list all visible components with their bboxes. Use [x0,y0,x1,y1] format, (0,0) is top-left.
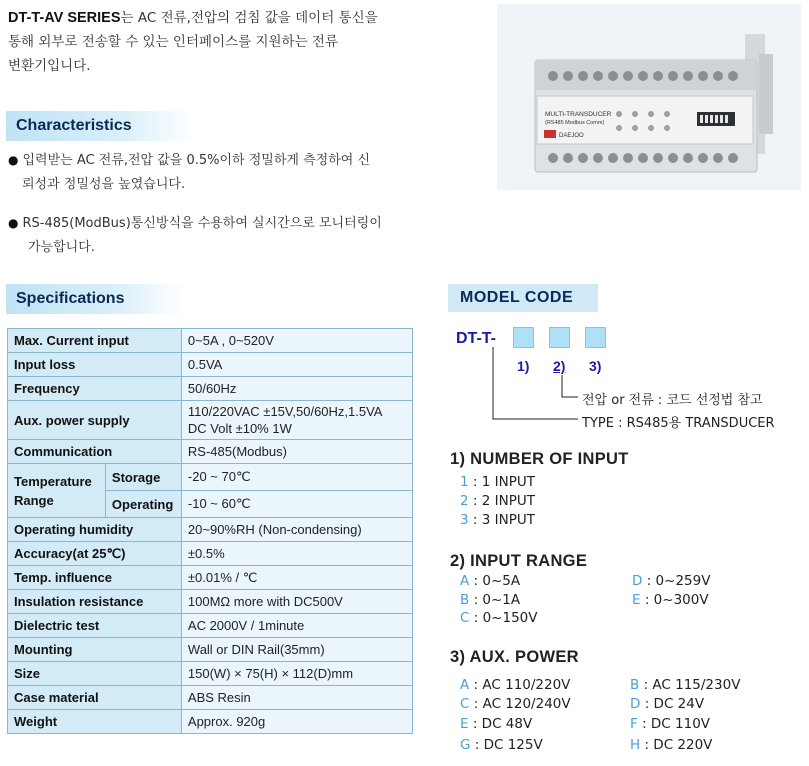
specifications-heading: Specifications [6,284,186,314]
input-range-heading: 2) INPUT RANGE [450,552,588,570]
series-name: DT-T-AV SERIES [8,10,121,26]
table-row: Size 150(W) × 75(H) × 112(D)mm [8,662,413,686]
list-item: 3 : 3 INPUT [460,512,535,528]
bullet-icon: ● [8,153,19,167]
code-index-2: 2) [553,358,566,374]
list-item: F : DC 110V [630,716,711,732]
list-item: D : DC 24V [630,696,705,712]
table-row: Accuracy(at 25℃) ±0.5% [8,542,413,566]
aux-power-heading: 3) AUX. POWER [450,648,579,666]
table-row: Dielectric test AC 2000V / 1minute [8,614,413,638]
intro-line-2: 통해 외부로 전송할 수 있는 인터페이스를 지원하는 전류 [8,34,338,50]
intro-paragraph [8,6,478,78]
number-of-input-heading: 1) NUMBER OF INPUT [450,450,629,468]
table-row: Max. Current input 0~5A , 0~520V [8,329,413,353]
list-item: C : 0~150V [460,610,538,626]
product-photo [497,4,801,190]
code-index-1: 1) [517,358,530,374]
bullet-icon: ● [8,216,19,230]
model-code-leader-lines [480,345,590,427]
list-item: E : 0~300V [632,592,709,608]
table-row: Communication RS-485(Modbus) [8,440,413,464]
svg-text:MULTI-TRANSDUCER: MULTI-TRANSDUCER [545,111,612,118]
svg-text:DAEJOO: DAEJOO [559,133,584,139]
intro-line-1: 는 AC 전류,전압의 검침 값을 데이터 통신을 [120,10,378,26]
table-row: Temp. influence ±0.01% / ℃ [8,566,413,590]
list-item: A : AC 110/220V [460,677,571,693]
table-row: Input loss 0.5VA [8,353,413,377]
model-code-type-note: TYPE : RS485용 TRANSDUCER [582,416,775,431]
code-index-3: 3) [589,358,602,374]
list-item: D : 0~259V [632,573,711,589]
table-row: Frequency 50/60Hz [8,377,413,401]
table-row: Aux. power supply 110/220VAC ±15V,50/60Hz,1.5VA DC Volt ±10% 1W [8,401,413,440]
list-item: E : DC 48V [460,716,533,732]
list-item: 2 : 2 INPUT [460,493,535,509]
list-item: A : 0~5A [460,573,521,589]
transducer-image [497,4,801,190]
table-row: Case material ABS Resin [8,686,413,710]
characteristic-item: ● RS-485(ModBus)통신방식을 수용하여 실시간으로 모니터링이 가능합니다. [8,216,382,255]
number-of-input-options [460,473,535,530]
intro-line-3: 변환기입니다. [8,58,91,74]
table-row: Mounting Wall or DIN Rail(35mm) [8,638,413,662]
list-item: H : DC 220V [630,737,713,753]
table-row: Temperature Range Storage -20 ~ 70℃ [8,464,413,491]
model-code-prefix: DT-T- [456,330,496,347]
table-row: Weight Approx. 920g [8,710,413,734]
list-item: G : DC 125V [460,737,543,753]
list-item: B : AC 115/230V [630,677,741,693]
list-item: C : AC 120/240V [460,696,571,712]
table-row: Insulation resistance 100MΩ more with DC500V [8,590,413,614]
characteristic-item: ● 입력받는 AC 전류,전압 값을 0.5%이하 정밀하게 측정하여 신 뢰성과 정밀성을 높였습니다. [8,153,371,192]
model-code-heading: MODEL CODE [448,284,598,312]
svg-text:(RS485 Modbus Comm): (RS485 Modbus Comm) [545,120,605,126]
specifications-table [7,328,413,734]
list-item: B : 0~1A [460,592,521,608]
model-code-range-note: 전압 or 전류 : 코드 선정법 참고 [582,393,763,408]
characteristics-heading: Characteristics [6,111,196,141]
table-row: Operating -10 ~ 60℃ [8,491,413,518]
list-item: 1 : 1 INPUT [460,474,535,490]
table-row: Operating humidity 20~90%RH (Non-condensing) [8,518,413,542]
